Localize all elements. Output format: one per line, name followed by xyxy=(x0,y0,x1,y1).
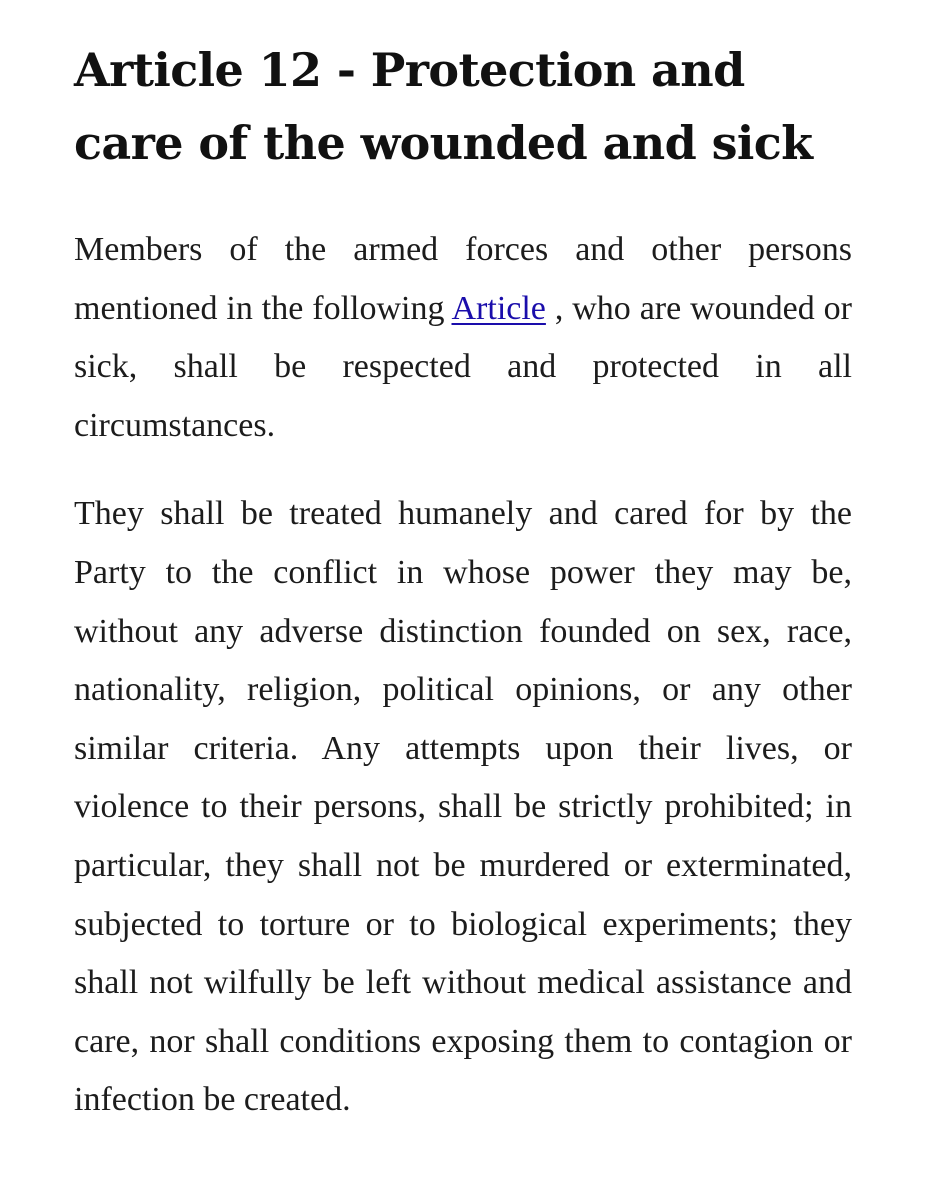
paragraph-1-text-end: , who are wounded or sick, shall be respected and protected in all circumstances. xyxy=(74,289,852,444)
article-paragraph-2: They shall be treated humanely and cared for by the Party to the conflict in whose power they may be, without any adverse distinction founded on sex, race, nationality, religion, political opinions, or any other similar criteria. Any attempts upon their lives, or violence to their persons, shall be strictly prohibited; in particular, they shall not be murdered or exterminated, subjected to torture or to biological experiments; they shall not wilfully be left without medical assistance and care, nor shall conditions exposing them to contagion or infection be created. xyxy=(74,495,852,1119)
article-link[interactable]: Article xyxy=(451,289,546,327)
article-title: Article 12 - Protection and care of the wounded and sick xyxy=(74,43,813,170)
paragraph-1-text-start: Members of the armed forces and other persons mentioned in the following xyxy=(74,231,852,327)
article-paragraph-1 xyxy=(74,221,852,455)
article-container xyxy=(74,34,852,1130)
